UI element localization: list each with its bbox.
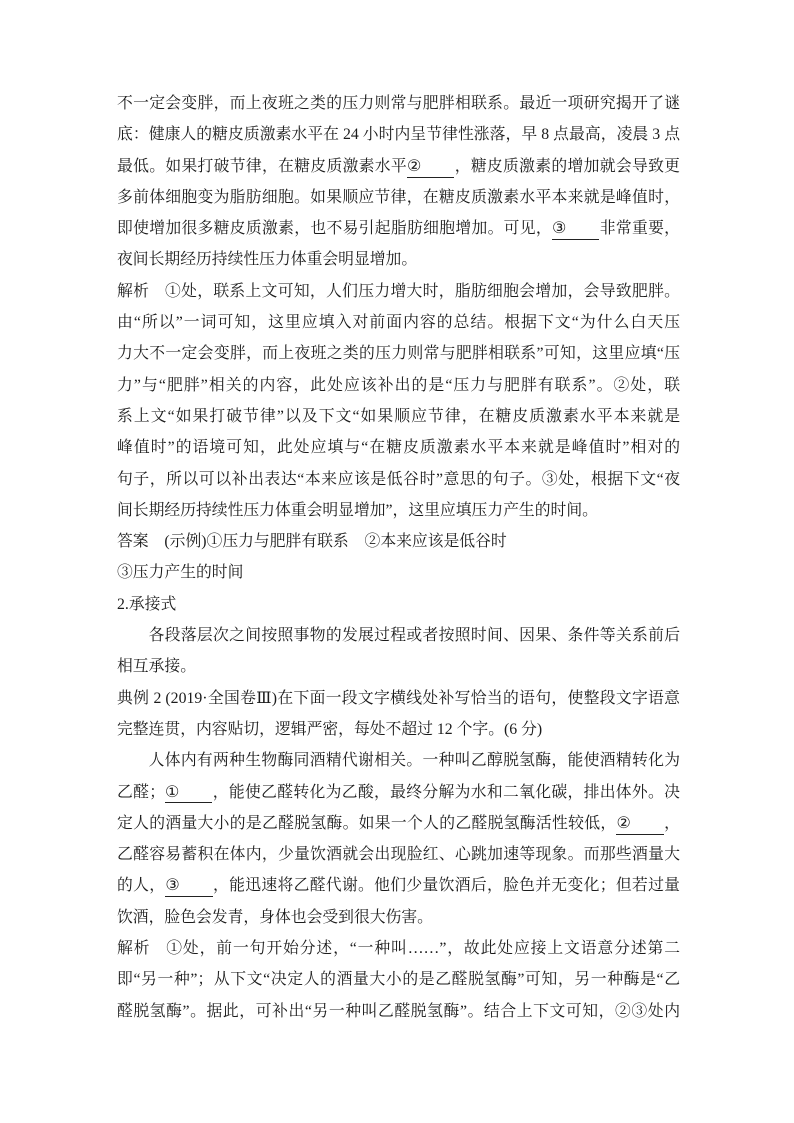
passage-line: 不一定会变胖，而上夜班之类的压力则常与肥胖相联系。最近一项研究揭开了谜 [117, 95, 680, 112]
passage-text: 非常重要， [599, 220, 680, 238]
section-2 [117, 589, 680, 683]
analysis-line [117, 933, 680, 964]
section-description-line: 各段落层次之间按照事物的发展过程或者按照时间、因果、条件等关系前后 [148, 627, 680, 645]
passage-line [117, 870, 680, 901]
passage-line: 人体内有两种生物酶同酒精代谢相关。一种叫乙醇脱氢酶，能使酒精转化为 [148, 752, 680, 770]
fill-in-blank-1: ① [165, 784, 212, 804]
passage-text: 最低。如果打破节律，在糖皮质激素水平 [117, 157, 408, 175]
example-source: (2019·全国卷Ⅲ) [165, 689, 278, 707]
page-content [117, 88, 680, 1027]
answer-line [117, 557, 680, 588]
question-line: 完整连贯，内容贴切，逻辑严密，每处不超过 12 个字。(6 分) [117, 720, 543, 738]
answer-1 [117, 526, 680, 589]
fill-in-blank-2: ② [407, 158, 454, 178]
analysis-line: 系上文“如果打破节律”以及下文“如果顺应节律，在糖皮质激素水平本来就是 [117, 407, 680, 425]
answer-item: ②本来应该是低谷时 [364, 533, 507, 551]
answer-item: ③压力产生的时间 [117, 564, 244, 582]
analysis-2 [117, 933, 680, 1027]
section-heading: 2.承接式 [117, 595, 177, 613]
passage-text: 的人， [117, 877, 166, 895]
analysis-line: 由“所以”一词可知，这里应填入对前面内容的总结。根据下文“为什么白天压 [117, 314, 680, 332]
passage-line: 底：健康人的糖皮质激素水平在 24 小时内呈节律性涨落，早 8 点最高，凌晨 3 点 [117, 126, 680, 144]
fill-in-blank-3: ③ [552, 220, 599, 240]
analysis-line: 峰值时”的语境可知，此处应填与“在糖皮质激素水平本来就是峰值时”相对的 [117, 439, 680, 457]
passage-line [117, 777, 680, 808]
passage-1 [117, 88, 680, 276]
analysis-label: 解析 [117, 940, 151, 958]
passage-line: 饮酒，脸色会发青，身体也会受到很大伤害。 [117, 908, 433, 926]
passage-text: ，能迅速将乙醛代谢。他们少量饮酒后，脸色并无变化；但若过量 [212, 877, 680, 895]
answer-item: ①压力与肥胖有联系 [206, 533, 349, 551]
passage-text: 定人的酒量大小的是乙醛脱氢酶。如果一个人的乙醛脱氢酶活性较低， [117, 814, 617, 832]
passage-text: 乙醛； [117, 783, 166, 801]
question-line [117, 683, 680, 714]
analysis-line: 力”与“肥胖”相关的内容，此处应该补出的是“压力与肥胖有联系”。②处，联 [117, 376, 680, 394]
fill-in-blank-3: ③ [165, 877, 212, 897]
analysis-line: 醛脱氢酶”。据此，可补出“另一种叫乙醛脱氢酶”。结合上下文可知，②③处内 [117, 1002, 680, 1020]
analysis-label: 解析 [117, 282, 150, 300]
passage-line [117, 213, 680, 244]
passage-text: ，能使乙醛转化为乙酸，最终分解为水和二氧化碳，排出体外。决 [212, 783, 680, 801]
analysis-1 [117, 276, 680, 526]
passage-line: 多前体细胞变为脂肪细胞。如果顺应节律，在糖皮质激素水平本来就是峰值时， [117, 188, 680, 206]
answer-label: 答案 [117, 533, 149, 551]
passage-line [117, 808, 680, 839]
analysis-line [117, 276, 680, 307]
passage-line: 夜间长期经历持续性压力体重会明显增加。 [117, 251, 418, 269]
passage-line [117, 151, 680, 182]
question-text: 在下面一段文字横线处补写恰当的语句，使整段文字语意 [277, 689, 680, 707]
analysis-text: ①处，前一句开始分述，“一种叫……”，故此处应接上文语意分述第二 [166, 940, 680, 958]
analysis-text: ①处，联系上文可知，人们压力增大时，脂肪细胞会增加，会导致肥胖。 [165, 282, 680, 300]
passage-line: 乙醛容易蓄积在体内，少量饮酒就会出现脸红、心跳加速等现象。而那些酒量大 [117, 846, 680, 864]
analysis-line: 间长期经历持续性压力体重会明显增加”，这里应填压力产生的时间。 [117, 501, 598, 519]
example-2 [117, 683, 680, 933]
analysis-line: 句子，所以可以补出表达“本来应该是低谷时”意思的句子。③处，根据下文“夜 [117, 470, 680, 488]
example-label: 典例 2 [117, 689, 162, 707]
answer-line [117, 526, 680, 557]
section-description-line: 相互承接。 [117, 658, 196, 676]
analysis-line: 即“另一种”；从下文“决定人的酒量大小的是乙醛脱氢酶”可知，另一种酶是“乙 [117, 971, 680, 989]
analysis-line: 力大不一定会变胖，而上夜班之类的压力则常与肥胖相联系”可知，这里应填“压 [117, 345, 680, 363]
passage-text: ，糖皮质激素的增加就会导致更 [454, 157, 680, 175]
answer-note: (示例) [164, 533, 207, 551]
fill-in-blank-2: ② [616, 815, 663, 835]
passage-text: 即使增加很多糖皮质激素，也不易引起脂肪细胞增加。可见， [117, 220, 553, 238]
passage-text: ， [663, 814, 680, 832]
